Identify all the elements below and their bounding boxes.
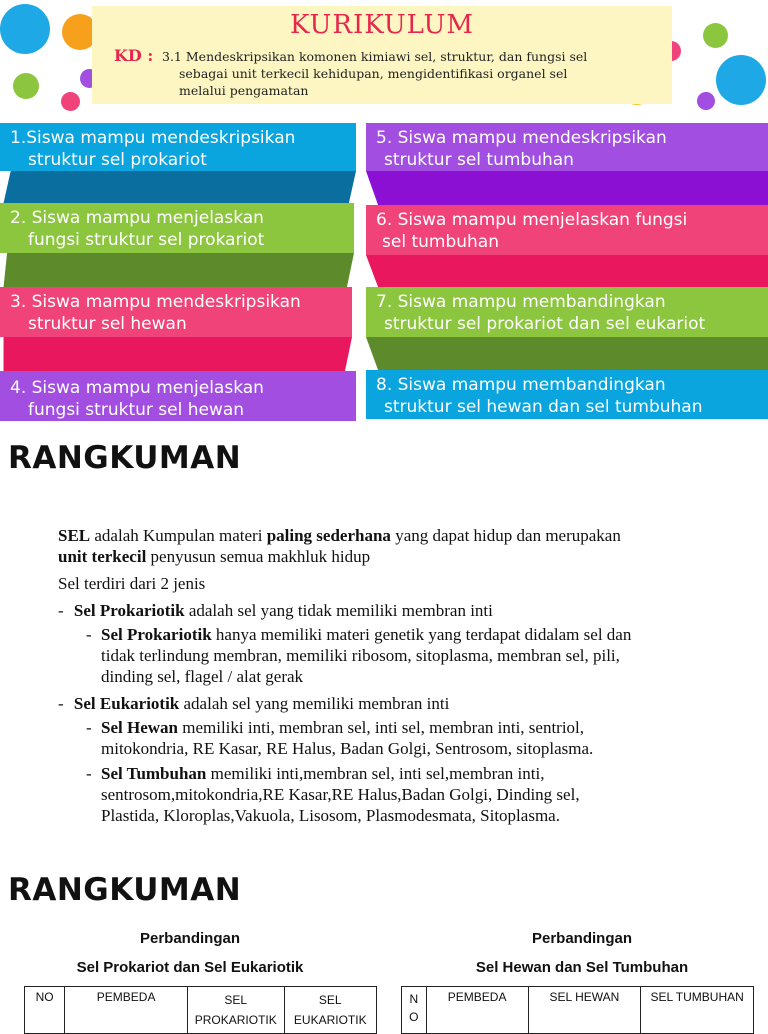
decor-dot <box>697 92 715 110</box>
term-sel-eukariotik: Sel Eukariotik <box>73 694 180 713</box>
bullet-dash: - <box>86 718 92 737</box>
prokariotik-item <box>58 600 748 621</box>
objective-3-ribbon <box>0 337 352 371</box>
kd-line-2: sebagai unit terkecil kehidupan, mengidentifikasi organel sel <box>179 66 568 81</box>
objective-8-line1: 8. Siswa mampu membandingkan <box>376 375 666 395</box>
objective-7-line2: struktur sel prokariot dan sel eukariot <box>384 314 706 334</box>
objective-3-banner <box>0 287 352 337</box>
text: mitokondria, RE Kasar, RE Halus, Badan Golgi, Sentrosom, sitoplasma. <box>101 739 594 758</box>
text: sentrosom,mitokondria,RE Kasar,RE Halus,Badan Golgi, Dinding sel, <box>101 785 580 804</box>
hewan-tumbuhan-table <box>401 986 754 1034</box>
text: yang dapat hidup dan merupakan <box>390 526 621 545</box>
objective-3-line2: struktur sel hewan <box>28 314 187 334</box>
right-table-title-2: Sel Hewan dan Sel Tumbuhan <box>475 959 689 976</box>
col-header-no: NO <box>25 987 65 1034</box>
kd-line-1: Mendeskripsikan komonen kimiawi sel, struktur, dan fungsi sel <box>185 49 588 64</box>
objective-8-banner <box>366 370 768 419</box>
objective-6-ribbon <box>366 255 768 287</box>
bullet-dash: - <box>86 625 92 644</box>
objective-3-line1: 3. Siswa mampu mendeskripsikan <box>10 292 301 312</box>
col-header-no: N O <box>402 987 427 1034</box>
objective-7-ribbon <box>366 337 768 370</box>
objective-7-line1: 7. Siswa mampu membandingkan <box>376 292 666 312</box>
table-header-row <box>25 987 377 1034</box>
col-header-sel-eukariotik: SEL EUKARIOTIK <box>284 987 376 1034</box>
decor-dot <box>61 92 80 111</box>
summary-paragraph-2: Sel terdiri dari 2 jenis <box>58 574 206 593</box>
objective-1-line2: struktur sel prokariot <box>28 150 207 170</box>
kurikulum-title: KURIKULUM <box>289 10 475 40</box>
decor-dot <box>703 23 728 48</box>
objective-5-ribbon <box>366 171 768 205</box>
summary-body <box>58 525 748 826</box>
objective-5-line1: 5. Siswa mampu mendeskripsikan <box>376 128 667 148</box>
comparison-heading: RANGKUMAN <box>8 872 242 908</box>
text: adalah Kumpulan materi <box>90 526 267 545</box>
objective-4-line2: fungsi struktur sel hewan <box>28 400 245 420</box>
kd-line-3: melalui pengamatan <box>179 83 309 98</box>
objective-1-banner <box>0 123 356 171</box>
objective-1-ribbon <box>0 171 356 203</box>
term-sel-tumbuhan: Sel Tumbuhan <box>101 764 207 783</box>
col-header-pembeda: PEMBEDA <box>65 987 188 1034</box>
term-unit-terkecil: unit terkecil <box>58 547 147 566</box>
summary-paragraph-1b <box>58 546 748 567</box>
text: Plastida, Kloroplas,Vakuola, Lisosom, Plasmodesmata, Sitoplasma. <box>101 806 560 825</box>
kd-label: KD : <box>114 46 154 65</box>
eukariotik-item <box>58 693 748 714</box>
decor-dot <box>716 55 766 105</box>
col-header-pembeda: PEMBEDA <box>426 987 528 1034</box>
term-paling-sederhana: paling sederhana <box>266 526 391 545</box>
term-sel-prokariotik: Sel Prokariotik <box>73 601 185 620</box>
term-sel-prokariotik: Sel Prokariotik <box>101 625 212 644</box>
text: adalah sel yang memiliki membran inti <box>179 694 450 713</box>
term-sel: SEL <box>58 526 91 545</box>
bullet-dash: - <box>58 601 64 620</box>
left-table-title-2: Sel Prokariot dan Sel Eukariotik <box>76 959 304 976</box>
right-table-title-1: Perbandingan <box>531 930 632 947</box>
objective-1-line1: 1.Siswa mampu mendeskripsikan <box>10 128 296 148</box>
left-table-title-1: Perbandingan <box>139 930 240 947</box>
text: dinding sel, flagel / alat gerak <box>101 667 304 686</box>
objective-6-line1: 6. Siswa mampu menjelaskan fungsi <box>376 210 688 230</box>
summary-heading: RANGKUMAN <box>8 440 242 476</box>
objective-6-line2: sel tumbuhan <box>382 232 499 252</box>
col-header-sel-tumbuhan: SEL TUMBUHAN <box>641 987 754 1034</box>
summary-paragraph-1 <box>58 525 748 546</box>
text: memiliki inti,membran sel, inti sel,membran inti, <box>206 764 545 783</box>
decor-dot <box>0 4 50 54</box>
objective-4-banner <box>0 371 356 421</box>
decor-dot <box>13 73 39 99</box>
objective-5-banner <box>366 123 768 171</box>
objective-6-banner <box>366 205 768 255</box>
text: memiliki inti, membran sel, inti sel, membran inti, sentriol, <box>177 718 585 737</box>
bullet-dash: - <box>58 694 64 713</box>
prokariot-eukariot-table <box>24 986 377 1034</box>
text: penyusun semua makhluk hidup <box>146 547 371 566</box>
kd-number: 3.1 <box>162 49 182 64</box>
text: hanya memiliki materi genetik yang terdapat didalam sel dan <box>211 625 632 644</box>
prokariotik-subitem <box>58 624 748 687</box>
sel-tumbuhan-subitem <box>58 763 748 826</box>
table-header-row <box>402 987 754 1034</box>
kd-description <box>162 48 662 99</box>
col-header-sel-hewan: SEL HEWAN <box>528 987 641 1034</box>
objective-8-line2: struktur sel hewan dan sel tumbuhan <box>384 397 703 417</box>
objective-2-banner <box>0 203 354 253</box>
bullet-dash: - <box>86 764 92 783</box>
text: tidak terlindung membran, memiliki ribosom, sitoplasma, membran sel, pili, <box>101 646 620 665</box>
term-sel-hewan: Sel Hewan <box>101 718 178 737</box>
objective-2-line1: 2. Siswa mampu menjelaskan <box>10 208 264 228</box>
objective-5-line2: struktur sel tumbuhan <box>384 150 574 170</box>
col-header-sel-prokariotik: SEL PROKARIOTIK <box>187 987 284 1034</box>
objective-7-banner <box>366 287 768 337</box>
text: adalah sel yang tidak memiliki membran inti <box>184 601 493 620</box>
sel-hewan-subitem <box>58 717 748 759</box>
objective-2-ribbon <box>0 253 354 287</box>
objective-2-line2: fungsi struktur sel prokariot <box>28 230 265 250</box>
objective-4-line1: 4. Siswa mampu menjelaskan <box>10 378 264 398</box>
